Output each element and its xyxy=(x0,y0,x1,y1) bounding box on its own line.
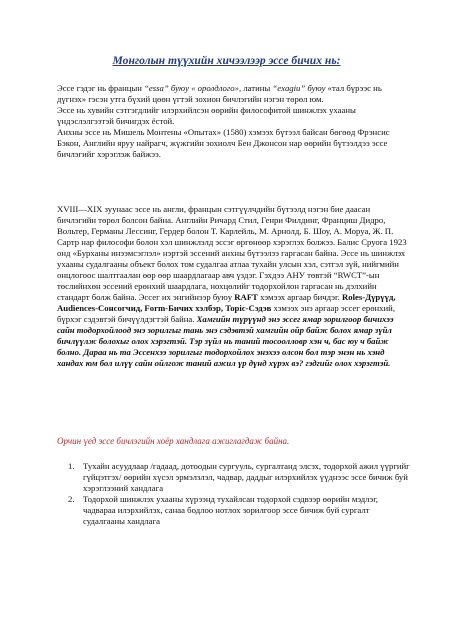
list-item-number: 2. xyxy=(68,494,75,505)
list-item xyxy=(60,461,410,493)
list-item xyxy=(60,494,410,526)
intro-sentence-2: Эссе нь хувийн сэтгэгдлийг илэрхийлсэн өөрийн философитой шинжлэх ухааны үндэслэлгээтэй бичигдэх ёстой. xyxy=(57,105,356,126)
intro-text: , латины xyxy=(238,83,273,93)
history-text: XVIII—XIX зуунаас эссе нь англи, францын сэтгүүлчдийн бүтээлд нэгэн бие даасан бичлэгийн төрөл болсон байна. Английн Ричард Стил, Генри Филдинг, Франциш Дидро, Вольтер, Германы Лессинг, Гердер болон Т. Карлейль, М. Арнолд, Б. Шоу, А. Моруа, Ж. П. Сартр нар философи болон хэл шинжлэлд эссэг өргөнөөр хэрэглэх болжээ. Балис Сруога 1923 онд «Бурханы инээмсэглэл» нэртэй эссений анхны бүтээлээ гаргасан байна. Эссе нь шинжлэх ухааны судалгааны объект болох том судалгаа атлаа тухайн улсын хэл, сэтгэл зүй, нийгмийн онцлогоос шалтгаалан өөр өөр шаардлагаар авч үздэг. Гэхдээ АНУ төвтэй “RWCT”-ын төслийнхөн эссений ерөнхий шаардлага, нохцөлийг тодорхойлон гаргасан нь дэлхийн стандарт болж байна. Эссег их энгийнээр буюу xyxy=(57,204,407,302)
intro-latin-term: “exagiu” буюу xyxy=(272,83,326,93)
list-item-text: Тухайн асуудлаар /гадаад, дотоодын сургууль, сургалтанд элсэх, тодорхой ажил үүргийг гүйцэтгэх/ өөрийн хүсэл эрмэлзлэл, чадвар, даддыг илэрхийлэх үүднээс эссе бичиж буй хэрэглээний хандлага xyxy=(83,461,410,493)
intro-paragraph xyxy=(57,83,409,160)
intro-french-term: “essa” буюу « оролдлого» xyxy=(144,83,239,93)
raft-term: RAFT xyxy=(234,292,258,302)
list-item-number: 1. xyxy=(68,461,75,471)
history-paragraph xyxy=(57,204,409,369)
history-text: хэмээх аргаар бичдэг. xyxy=(257,292,342,302)
history-text: хэмээх энэ аргаар эссег ерөнхий, бүрхэг сэдэвтэй бичүүлдэгтэй байна. xyxy=(57,303,395,324)
approaches-list xyxy=(60,461,410,528)
list-item-text: Тодорхой шинжлэх ухааны хүрээнд тухайлсан тодорхой сэдвээр өөрийн мэдлэг, чадвараа илэрхийлэх, санаа бодлоо нотлох зорилгоор эссе бичиж буй сургалт судалгааны хандлага xyxy=(83,494,378,526)
document-title: Монголын түүхийн хичээлээр эссе бичих нь: xyxy=(112,54,341,67)
approaches-heading: Орчин үед эссе бичлэгийн хоёр хандлага ажиглагдаж байна. xyxy=(57,436,290,446)
intro-text: Эссе гэдэг нь францын xyxy=(57,83,145,93)
intro-text: «тал бүрээс нь дүгнэх» гэсэн утга бүхий цөөн үгтэй зохион бичлэгийн нэгэн төрөл юм. xyxy=(57,83,382,104)
emphasis-text: Хамгийн түрүүнд энэ эссег ямар зорилгоор бичихээ сайн тодорхойлоод энэ зорилгыг тань энэ сэдэвтэй хамгийн ойр байж болох ямар зүйл бичлүүлж болохыг олох хэрэгтэй. Тэр зүйл нь таний тосоолловр хэн ч, бас юу ч байж болно. Дараа нь та Эссенхээ зорилгыг тодорхойлох энэхээ олсон бол тэр энэн нь хэнд хандах юм бол илүү сайн ойлгож таний ажил үр дүнд хүрэх вэ? гэдгийг олох хэрэгтэй. xyxy=(57,314,394,368)
raft-roles: Roles-Дүрүүд, Audiences-Сонсогчид, Form-Бичих хэлбэр, Topic-Сэдэв xyxy=(57,292,396,313)
intro-sentence-3: Анхны эссе нь Мишель Монтены «Опытах» (1580) хэмээх бүтээл байсан бөгөөд Фрэнсис Бэкон, Английн яруу найрагч, жүжгийн зохиолч Бен Джонсон нар өөрийн бүтээлдээ эссе бичлэгийг хэрэглэж байжээ. xyxy=(57,127,390,159)
